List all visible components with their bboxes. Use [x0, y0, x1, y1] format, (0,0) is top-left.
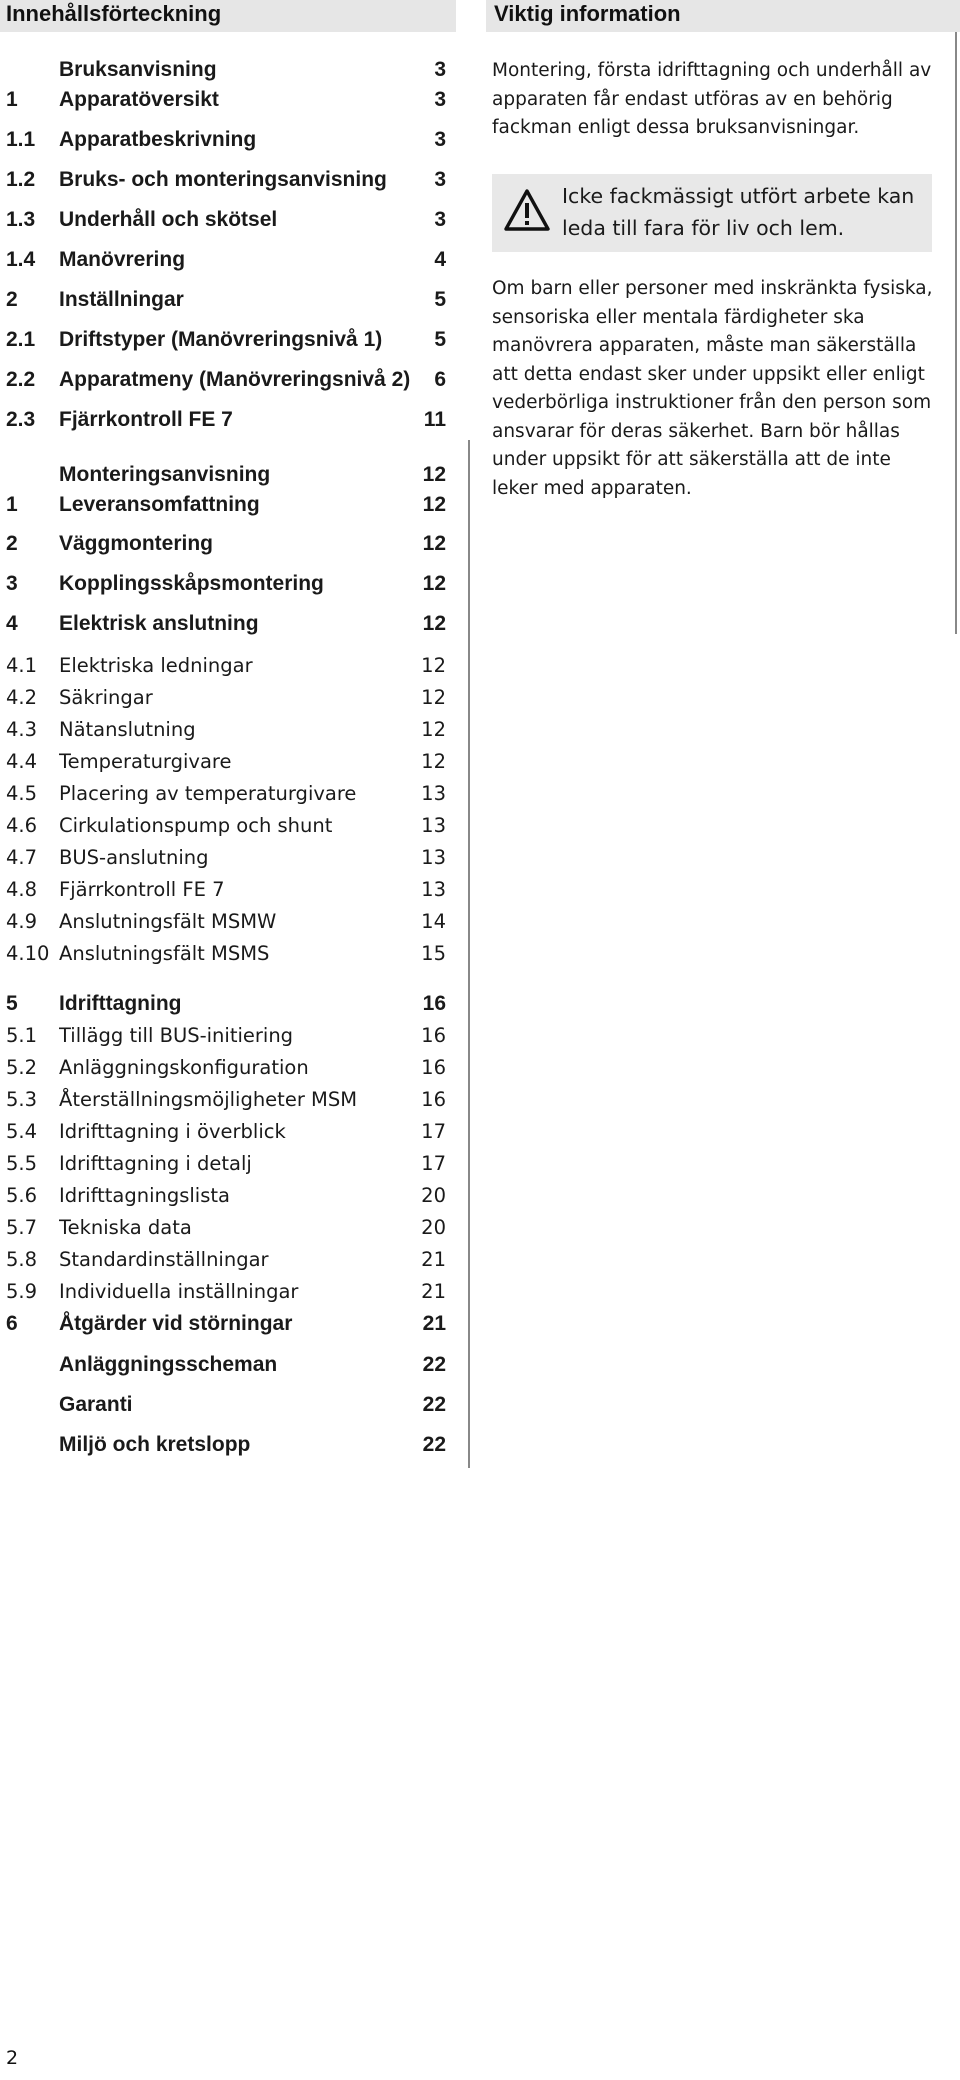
toc-entry-page: 3: [434, 128, 446, 151]
toc-entry: [6, 908, 446, 936]
toc-entry-number: 5.9: [6, 1280, 38, 1303]
toc-entry-title: Inställningar: [59, 288, 184, 311]
toc-entry-page: 22: [422, 1393, 446, 1416]
toc-entry-title: Elektrisk anslutning: [59, 612, 259, 635]
toc-entry-title: Fjärrkontroll FE 7: [59, 878, 225, 901]
toc-entry: [6, 1118, 446, 1146]
toc-entry-number: 4.2: [6, 686, 38, 709]
toc-entry-number: 4.8: [6, 878, 38, 901]
toc-entry: [6, 716, 446, 744]
toc-entry: [6, 206, 446, 234]
toc-entry: [6, 1310, 446, 1338]
toc-entry: [6, 876, 446, 904]
toc-entry-page: 22: [422, 1433, 446, 1456]
toc-entry-title: Fjärrkontroll FE 7: [59, 408, 233, 431]
toc-entry-number: 3: [6, 572, 18, 595]
toc-entry: [6, 610, 446, 638]
toc-entry-page: 6: [434, 368, 446, 391]
toc-entry-page: 21: [421, 1280, 446, 1303]
toc-entry-title: Väggmontering: [59, 532, 214, 555]
toc-entry-page: 12: [421, 718, 446, 741]
toc-entry: [6, 844, 446, 872]
toc-entry-title: Leveransomfattning: [59, 493, 260, 516]
toc-entry: [6, 1391, 446, 1419]
toc-entry-page: 12: [422, 532, 446, 555]
toc-heading: Innehållsförteckning: [0, 0, 456, 32]
warning-text: Icke fackmässigt utfört arbete kan leda till fara för liv och lem.: [562, 184, 915, 240]
toc-entry-page: 15: [421, 942, 446, 965]
info-paragraph-children: Om barn eller personer med inskränkta fysiska, sensoriska eller mentala färdigheter ska manövrera apparaten, måste man säkerställa att detta endast sker under uppsikt eller enligt vederbörliga instruktioner från den person som ansvarar för deras säkerhet. Barn bör hållas under uppsikt för att säkerställa att de inte leker med apparaten.: [492, 278, 933, 499]
toc-entry-title: Bruks- och monteringsanvisning: [59, 168, 387, 191]
page-number: 2: [6, 2047, 19, 2069]
info-heading: Viktig information: [486, 0, 960, 32]
toc-entry-page: 12: [422, 463, 446, 486]
toc-entry-title: Elektriska ledningar: [59, 654, 253, 677]
toc-entry-number: 1.3: [6, 208, 36, 231]
toc-entry-number: 2.3: [6, 408, 36, 431]
toc-entry-title: BUS-anslutning: [59, 846, 209, 869]
toc-entry: [6, 1351, 446, 1379]
toc-entry: [6, 940, 446, 968]
toc-entry-title: Cirkulationspump och shunt: [59, 814, 333, 837]
toc-entry-title: Nätanslutning: [59, 718, 196, 741]
toc-entry: [6, 812, 446, 840]
toc-entry: [6, 1150, 446, 1178]
toc-entry-title: Anslutningsfält MSMW: [59, 910, 277, 933]
toc-entry-number: 5.2: [6, 1056, 38, 1079]
toc-entry-number: 4: [6, 612, 18, 635]
toc-entry-title: Individuella inställningar: [59, 1280, 299, 1303]
toc-entry: [6, 780, 446, 808]
toc-entry-title: Tekniska data: [59, 1216, 192, 1239]
toc-entry: [6, 56, 446, 84]
toc-entry-page: 16: [421, 1024, 446, 1047]
toc-entry-number: 1.4: [6, 248, 36, 271]
toc-entry: [6, 1431, 446, 1459]
toc-entry-number: 2: [6, 288, 18, 311]
toc-entry-title: Monteringsanvisning: [59, 463, 271, 486]
toc-entry-number: 2: [6, 532, 18, 555]
toc-entry-number: 1.1: [6, 128, 36, 151]
toc-entry: [6, 1054, 446, 1082]
toc-entry-title: Garanti: [59, 1393, 133, 1416]
toc-entry-title: Idrifttagning i överblick: [59, 1120, 286, 1143]
toc-entry: [6, 491, 446, 519]
toc-entry-page: 13: [421, 878, 446, 901]
toc-entry: [6, 1214, 446, 1242]
toc-entry-page: 16: [421, 1088, 446, 1111]
toc-entry-page: 16: [421, 1056, 446, 1079]
toc-entry-number: 1: [6, 493, 18, 516]
toc-entry-number: 5.8: [6, 1248, 38, 1271]
toc-entry-page: 3: [434, 168, 446, 191]
toc-entry-title: Temperaturgivare: [59, 750, 232, 773]
toc-entry-title: Miljö och kretslopp: [59, 1433, 251, 1456]
toc-entry-page: 16: [422, 992, 446, 1015]
toc-entry-page: 20: [421, 1184, 446, 1207]
toc-entry: [6, 684, 446, 712]
toc-entry-number: 1.2: [6, 168, 36, 191]
toc-entry-title: Manövrering: [59, 248, 186, 271]
toc-entry-number: 4.6: [6, 814, 38, 837]
toc-entry-number: 5.4: [6, 1120, 38, 1143]
toc-entry: [6, 1022, 446, 1050]
toc-entry-page: 12: [422, 572, 446, 595]
toc-entry-page: 13: [421, 814, 446, 837]
toc-entry: [6, 1246, 446, 1274]
toc-entry-page: 3: [434, 208, 446, 231]
toc-entry-number: [6, 56, 59, 84]
warning-triangle-icon: [504, 188, 550, 232]
toc-entry-title: Idrifttagning i detalj: [59, 1152, 252, 1175]
toc-entry-title: Anslutningsfält MSMS: [59, 942, 270, 965]
toc-entry-page: 5: [434, 328, 446, 351]
toc-entry: [6, 530, 446, 558]
toc-entry-number: 6: [6, 1312, 18, 1335]
toc-entry-number: 2.2: [6, 368, 36, 391]
toc-entry-number: 4.7: [6, 846, 38, 869]
toc-entry-title: Bruksanvisning: [59, 58, 217, 81]
toc-entry: [6, 748, 446, 776]
toc-entry-page: 13: [421, 846, 446, 869]
toc-entry-title: Idrifttagning: [59, 992, 182, 1015]
toc-entry-title: Anläggningskonfiguration: [59, 1056, 309, 1079]
toc-entry-number: [6, 1351, 59, 1379]
warning-box: [492, 174, 932, 252]
toc-entry-title: Placering av temperaturgivare: [59, 782, 357, 805]
toc-entry-number: [6, 1431, 59, 1459]
toc-entry-title: Underhåll och skötsel: [59, 208, 278, 231]
toc-entry: [6, 1278, 446, 1306]
toc-entry-page: 12: [421, 686, 446, 709]
toc-entry-title: Driftstyper (Manövreringsnivå 1): [59, 328, 383, 351]
toc-entry-number: 4.10: [6, 942, 50, 965]
toc-entry-number: 5: [6, 992, 18, 1015]
toc-entry-page: 22: [422, 1353, 446, 1376]
toc-entry-title: Apparatbeskrivning: [59, 128, 257, 151]
toc-entry-number: 5.6: [6, 1184, 38, 1207]
toc-entry-title: Återställningsmöjligheter MSM: [59, 1088, 358, 1111]
toc-entry-title: Säkringar: [59, 686, 153, 709]
toc-entry-page: 21: [422, 1312, 446, 1335]
toc-entry-number: 5.5: [6, 1152, 38, 1175]
toc-entry-page: 12: [422, 612, 446, 635]
toc-entry: [6, 286, 446, 314]
toc-entry-page: 17: [421, 1120, 446, 1143]
toc-entry-number: 5.3: [6, 1088, 38, 1111]
toc-entry-number: 4.1: [6, 654, 38, 677]
toc-entry-number: 2.1: [6, 328, 36, 351]
toc-entry: [6, 246, 446, 274]
toc-entry-page: 17: [421, 1152, 446, 1175]
toc-entry-title: Idrifttagningslista: [59, 1184, 230, 1207]
toc-entry-number: 5.1: [6, 1024, 38, 1047]
toc-entry-number: [6, 1391, 59, 1419]
toc-entry: [6, 1182, 446, 1210]
toc-entry-title: Apparatmeny (Manövreringsnivå 2): [59, 368, 410, 391]
toc-entry-page: 3: [434, 88, 446, 111]
toc-entry-number: 4.9: [6, 910, 38, 933]
toc-entry-page: 4: [434, 248, 446, 271]
toc-entry-title: Tillägg till BUS-initiering: [59, 1024, 294, 1047]
toc-entry-number: 4.5: [6, 782, 38, 805]
toc-entry-title: Åtgärder vid störningar: [59, 1312, 293, 1335]
toc-entry-number: 5.7: [6, 1216, 38, 1239]
toc-entry: [6, 990, 446, 1018]
toc-entry-number: 4.3: [6, 718, 38, 741]
toc-entry-page: 11: [423, 408, 446, 431]
toc-entry-page: 14: [421, 910, 446, 933]
toc-entry-number: [6, 461, 59, 489]
column-divider: [468, 440, 470, 1468]
toc-entry-title: Kopplingsskåpsmontering: [59, 572, 324, 595]
toc-entry-page: 20: [421, 1216, 446, 1239]
toc-entry: [6, 461, 446, 489]
toc-entry-number: 4.4: [6, 750, 38, 773]
toc-entry: [6, 406, 446, 434]
toc-entry: [6, 166, 446, 194]
toc-entry-page: 12: [421, 750, 446, 773]
toc-entry-page: 21: [421, 1248, 446, 1271]
toc-entry: [6, 126, 446, 154]
toc-entry-page: 3: [434, 58, 446, 81]
toc-entry: [6, 326, 446, 354]
toc-entry-page: 12: [421, 654, 446, 677]
toc-entry: [6, 86, 446, 114]
toc-entry-page: 12: [422, 493, 446, 516]
toc-entry: [6, 366, 446, 394]
column-divider-right: [955, 32, 957, 634]
toc-entry-page: 5: [434, 288, 446, 311]
toc-entry-title: Standardinställningar: [59, 1248, 269, 1271]
toc-entry: [6, 652, 446, 680]
toc-entry-title: Anläggningsscheman: [59, 1353, 278, 1376]
toc-entry-number: 1: [6, 88, 18, 111]
toc-entry: [6, 570, 446, 598]
info-paragraph-intro: Montering, första idrifttagning och underhåll av apparaten får endast utföras av en behörig fackman enligt dessa bruksanvisningar.: [492, 60, 932, 138]
toc-entry: [6, 1086, 446, 1114]
toc-entry-page: 13: [421, 782, 446, 805]
toc-entry-title: Apparatöversikt: [59, 88, 219, 111]
